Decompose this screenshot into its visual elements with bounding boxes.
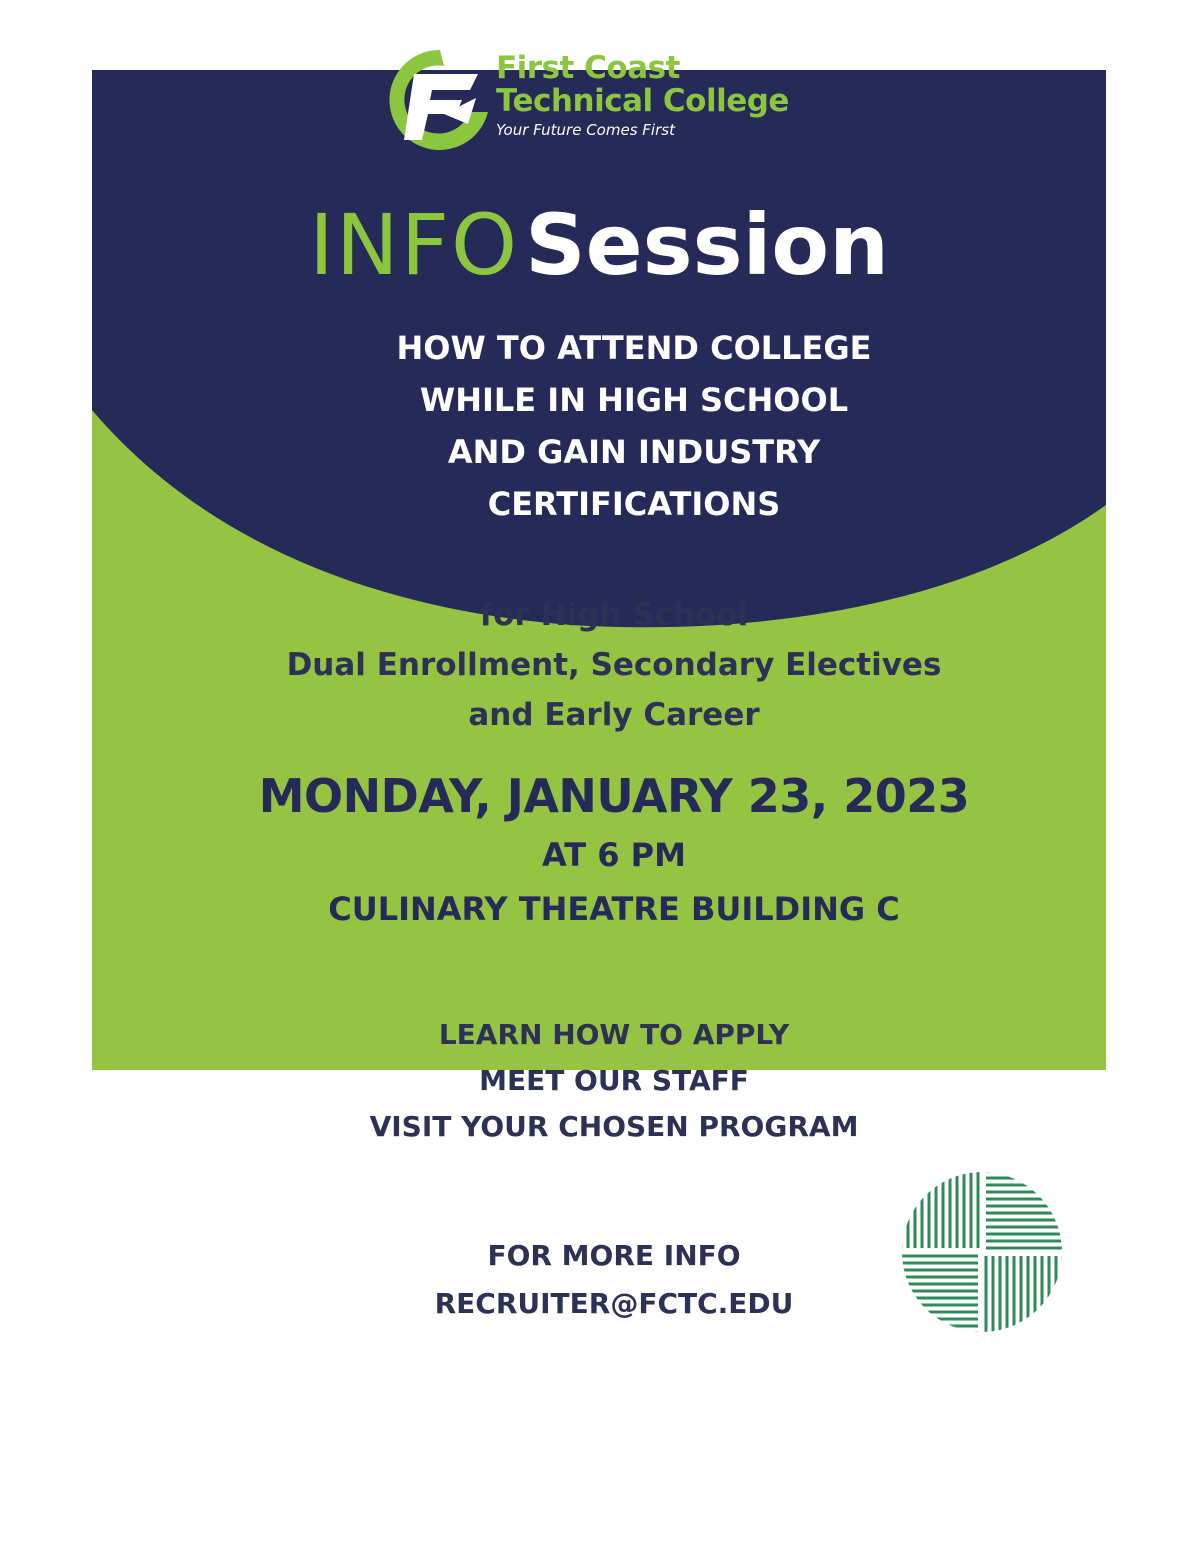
rsvp-line: required	[110, 1351, 294, 1395]
striped-circle-emblem-icon	[900, 1170, 1064, 1334]
audience-text	[92, 590, 1106, 740]
college-logo	[384, 44, 824, 164]
subheadline	[92, 322, 1106, 530]
contact-label: FOR MORE INFO	[487, 1239, 741, 1272]
headline-session: Session	[525, 196, 889, 294]
headline	[92, 195, 1106, 295]
logo-line-2: Technical College	[496, 83, 789, 119]
event-time: AT 6 PM	[542, 836, 686, 874]
subheadline-line: HOW TO ATTEND COLLEGE	[396, 329, 872, 367]
fctc-logo-mark-icon	[384, 44, 496, 156]
rsvp-note	[110, 1218, 294, 1404]
logo-tagline: Your Future Comes First	[496, 121, 675, 139]
subheadline-line: CERTIFICATIONS	[487, 485, 781, 523]
audience-line: Dual Enrollment, Secondary Electives	[286, 647, 942, 683]
headline-info: INFO	[309, 196, 520, 294]
highlight-item: VISIT YOUR CHOSEN PROGRAM	[369, 1110, 859, 1143]
rsvp-line: not	[120, 1289, 192, 1333]
highlights-list	[92, 1012, 1106, 1150]
highlight-item: LEARN HOW TO APPLY	[438, 1018, 790, 1051]
logo-line-1: First Coast	[496, 50, 680, 86]
subheadline-line: AND GAIN INDUSTRY	[447, 433, 821, 471]
rsvp-line: RSVP	[110, 1227, 224, 1271]
audience-line: for High School	[479, 597, 749, 633]
event-date: MONDAY, JANUARY 23, 2023	[258, 769, 970, 823]
contact-email[interactable]: RECRUITER@FCTC.EDU	[434, 1287, 794, 1320]
event-location: CULINARY THEATRE BUILDING C	[328, 890, 900, 928]
subheadline-line: WHILE IN HIGH SCHOOL	[419, 381, 849, 419]
audience-line: and Early Career	[468, 697, 760, 733]
highlight-item: MEET OUR STAFF	[479, 1064, 749, 1097]
logo-wordmark	[496, 52, 789, 140]
